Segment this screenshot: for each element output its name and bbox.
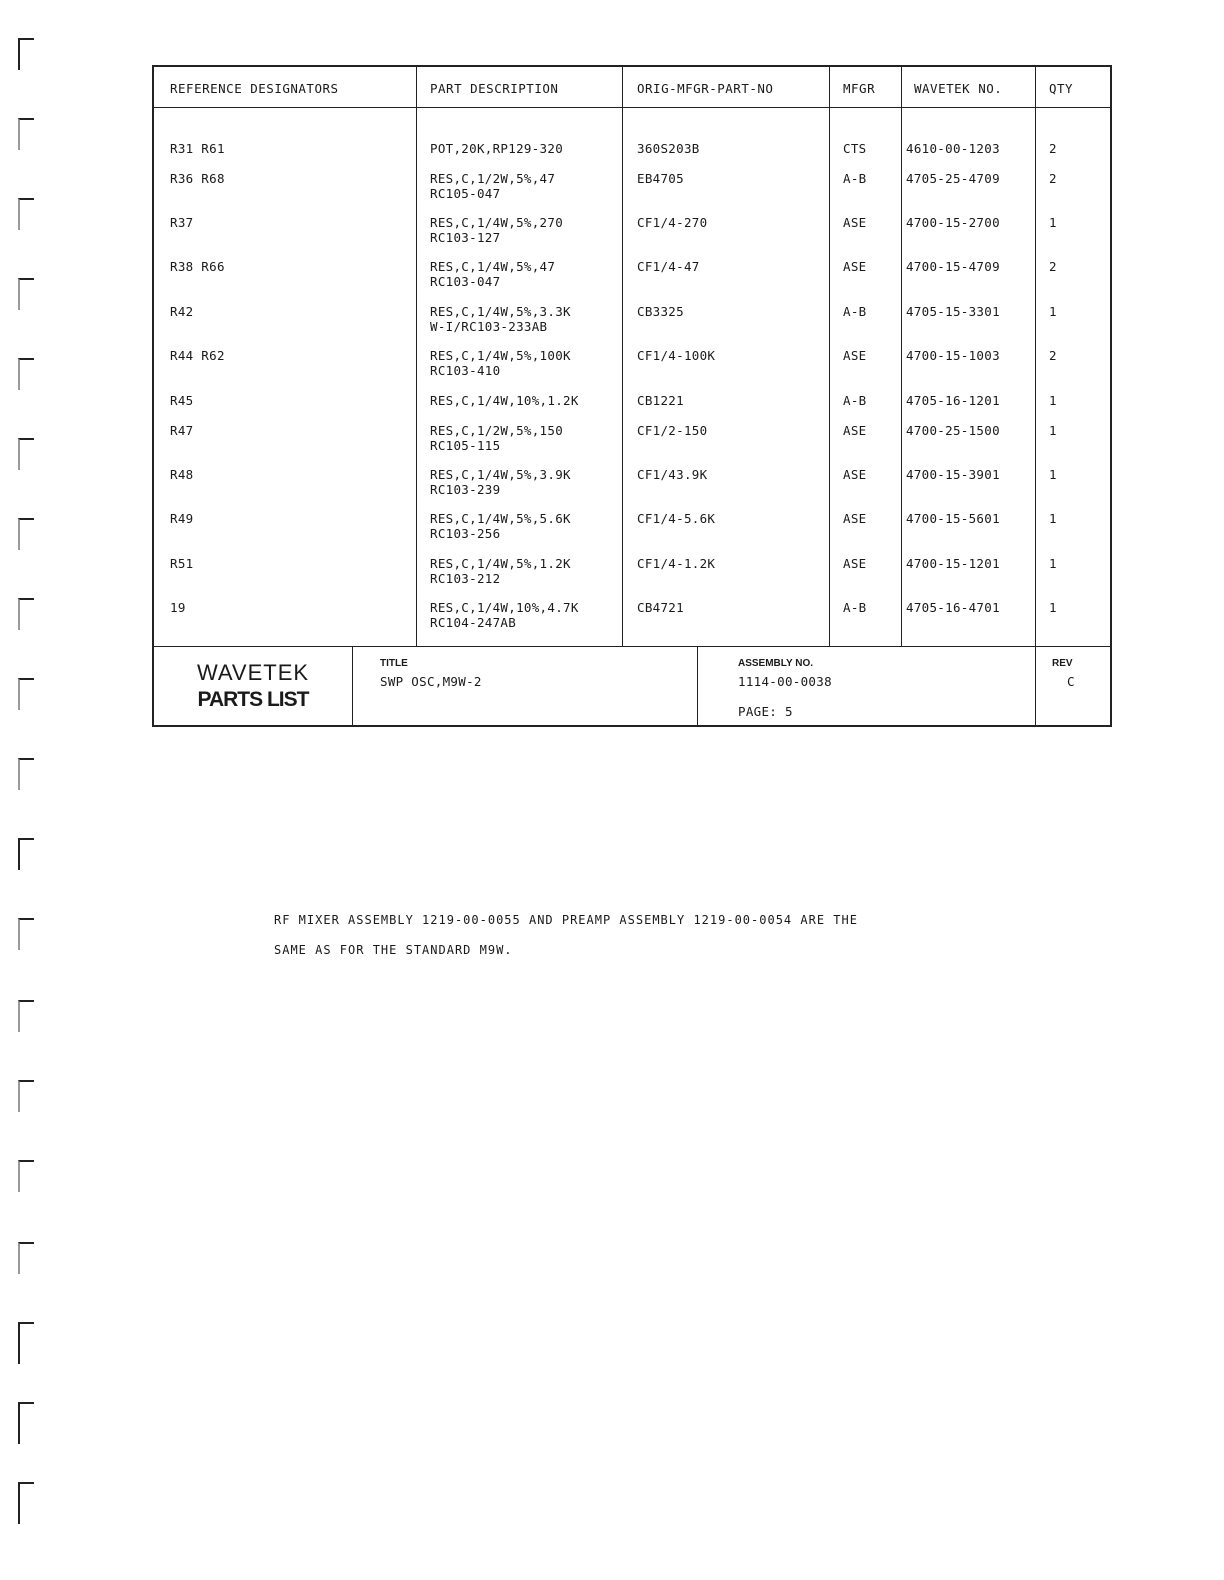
cell-part-description-line-2: RC103-239 <box>430 482 501 497</box>
cell-reference-designator: 19 <box>170 600 186 615</box>
cell-reference-designator: R48 <box>170 467 194 482</box>
binder-mark <box>18 1402 34 1444</box>
cell-wavetek-no: 4700-15-4709 <box>906 259 1000 274</box>
cell-qty: 2 <box>1049 348 1057 363</box>
cell-mfgr: A-B <box>843 171 867 186</box>
cell-mfgr: ASE <box>843 215 867 230</box>
cell-part-description: RES,C,1/4W,5%,3.3K <box>430 304 571 319</box>
header-divider <box>154 107 1110 108</box>
cell-qty: 1 <box>1049 511 1057 526</box>
binder-mark <box>18 438 34 470</box>
cell-part-description-line-2: RC103-127 <box>430 230 501 245</box>
cell-part-description: RES,C,1/4W,5%,5.6K <box>430 511 571 526</box>
cell-orig-mfgr-part-no: CB4721 <box>637 600 684 615</box>
cell-reference-designator: R45 <box>170 393 194 408</box>
page-number: PAGE: 5 <box>738 704 793 719</box>
title-value: SWP OSC,M9W-2 <box>380 674 482 689</box>
cell-reference-designator: R51 <box>170 556 194 571</box>
cell-qty: 1 <box>1049 215 1057 230</box>
binder-mark <box>18 838 34 870</box>
rev-label: REV <box>1052 658 1073 669</box>
cell-orig-mfgr-part-no: 360S203B <box>637 141 700 156</box>
logo-brand: WAVETEK <box>196 660 310 685</box>
cell-part-description-line-2: W-I/RC103-233AB <box>430 319 548 334</box>
note-line-2: SAME AS FOR THE STANDARD M9W. <box>274 943 513 957</box>
cell-part-description-line-2: RC103-212 <box>430 571 501 586</box>
cell-mfgr: CTS <box>843 141 867 156</box>
cell-wavetek-no: 4700-15-5601 <box>906 511 1000 526</box>
cell-mfgr: ASE <box>843 259 867 274</box>
binder-mark <box>18 278 34 310</box>
binder-mark <box>18 1482 34 1524</box>
cell-qty: 2 <box>1049 171 1057 186</box>
cell-reference-designator: R36 R68 <box>170 171 225 186</box>
wavetek-logo <box>154 652 352 712</box>
column-divider <box>1035 67 1036 647</box>
column-divider <box>829 67 830 647</box>
cell-part-description: RES,C,1/4W,5%,100K <box>430 348 571 363</box>
cell-reference-designator: R47 <box>170 423 194 438</box>
cell-mfgr: ASE <box>843 467 867 482</box>
binder-mark <box>18 198 34 230</box>
cell-part-description-line-2: RC104-247AB <box>430 615 517 630</box>
cell-qty: 1 <box>1049 600 1057 615</box>
cell-orig-mfgr-part-no: EB4705 <box>637 171 684 186</box>
cell-qty: 2 <box>1049 141 1057 156</box>
cell-part-description: RES,C,1/2W,5%,47 <box>430 171 556 186</box>
cell-wavetek-no: 4705-16-4701 <box>906 600 1000 615</box>
binder-mark <box>18 678 34 710</box>
cell-mfgr: A-B <box>843 600 867 615</box>
header-orig-mfgr-part-no: ORIG-MFGR-PART-NO <box>637 81 774 96</box>
footer-divider-vertical <box>352 646 353 727</box>
footer-divider-vertical <box>1035 646 1036 727</box>
cell-part-description: RES,C,1/4W,5%,3.9K <box>430 467 571 482</box>
cell-reference-designator: R44 R62 <box>170 348 225 363</box>
footer-divider-vertical <box>697 646 698 727</box>
binder-mark <box>18 918 34 950</box>
cell-orig-mfgr-part-no: CF1/4-100K <box>637 348 716 363</box>
cell-reference-designator: R38 R66 <box>170 259 225 274</box>
binder-mark <box>18 1080 34 1112</box>
cell-reference-designator: R49 <box>170 511 194 526</box>
cell-mfgr: ASE <box>843 348 867 363</box>
cell-part-description: RES,C,1/4W,10%,4.7K <box>430 600 579 615</box>
column-divider <box>416 67 417 647</box>
cell-qty: 1 <box>1049 556 1057 571</box>
binder-mark <box>18 1242 34 1274</box>
cell-wavetek-no: 4700-15-2700 <box>906 215 1000 230</box>
binder-mark <box>18 598 34 630</box>
cell-wavetek-no: 4700-15-3901 <box>906 467 1000 482</box>
cell-qty: 1 <box>1049 393 1057 408</box>
binder-mark <box>18 1322 34 1364</box>
cell-qty: 2 <box>1049 259 1057 274</box>
cell-reference-designator: R42 <box>170 304 194 319</box>
cell-part-description: RES,C,1/2W,5%,150 <box>430 423 564 438</box>
cell-orig-mfgr-part-no: CB1221 <box>637 393 684 408</box>
cell-mfgr: A-B <box>843 393 867 408</box>
title-label: TITLE <box>380 658 408 669</box>
cell-reference-designator: R37 <box>170 215 194 230</box>
cell-orig-mfgr-part-no: CF1/4-5.6K <box>637 511 716 526</box>
binder-marks <box>18 0 48 1580</box>
cell-mfgr: ASE <box>843 511 867 526</box>
cell-orig-mfgr-part-no: CB3325 <box>637 304 684 319</box>
cell-mfgr: A-B <box>843 304 867 319</box>
binder-mark <box>18 38 34 70</box>
cell-wavetek-no: 4705-15-3301 <box>906 304 1000 319</box>
cell-part-description-line-2: RC103-410 <box>430 363 501 378</box>
cell-part-description-line-2: RC105-115 <box>430 438 501 453</box>
binder-mark <box>18 118 34 150</box>
binder-mark <box>18 1160 34 1192</box>
cell-wavetek-no: 4700-15-1003 <box>906 348 1000 363</box>
header-reference-designators: REFERENCE DESIGNATORS <box>170 81 339 96</box>
cell-part-description-line-2: RC103-047 <box>430 274 501 289</box>
cell-wavetek-no: 4700-15-1201 <box>906 556 1000 571</box>
cell-part-description-line-2: RC103-256 <box>430 526 501 541</box>
cell-part-description: POT,20K,RP129-320 <box>430 141 564 156</box>
cell-qty: 1 <box>1049 423 1057 438</box>
cell-reference-designator: R31 R61 <box>170 141 225 156</box>
header-part-description: PART DESCRIPTION <box>430 81 559 96</box>
column-divider <box>901 67 902 647</box>
header-wavetek-no: WAVETEK NO. <box>914 81 1003 96</box>
cell-orig-mfgr-part-no: CF1/2-150 <box>637 423 708 438</box>
column-divider <box>622 67 623 647</box>
header-qty: QTY <box>1049 81 1074 96</box>
cell-part-description: RES,C,1/4W,10%,1.2K <box>430 393 579 408</box>
footer-divider <box>154 646 1110 647</box>
cell-orig-mfgr-part-no: CF1/4-270 <box>637 215 708 230</box>
note-line-1: RF MIXER ASSEMBLY 1219-00-0055 AND PREAMP ASSEMBLY 1219-00-0054 ARE THE <box>274 913 858 927</box>
cell-part-description: RES,C,1/4W,5%,47 <box>430 259 556 274</box>
cell-part-description: RES,C,1/4W,5%,1.2K <box>430 556 571 571</box>
binder-mark <box>18 758 34 790</box>
cell-orig-mfgr-part-no: CF1/4-1.2K <box>637 556 716 571</box>
cell-wavetek-no: 4700-25-1500 <box>906 423 1000 438</box>
parts-list-table <box>152 65 1112 727</box>
cell-orig-mfgr-part-no: CF1/43.9K <box>637 467 708 482</box>
cell-wavetek-no: 4705-16-1201 <box>906 393 1000 408</box>
cell-part-description: RES,C,1/4W,5%,270 <box>430 215 564 230</box>
cell-wavetek-no: 4610-00-1203 <box>906 141 1000 156</box>
rev-value: C <box>1067 674 1075 689</box>
header-mfgr: MFGR <box>843 81 876 96</box>
assembly-no-label: ASSEMBLY NO. <box>738 658 814 669</box>
binder-mark <box>18 1000 34 1032</box>
logo-subtitle: PARTS LIST <box>197 688 309 711</box>
cell-wavetek-no: 4705-25-4709 <box>906 171 1000 186</box>
binder-mark <box>18 518 34 550</box>
cell-mfgr: ASE <box>843 423 867 438</box>
cell-qty: 1 <box>1049 304 1057 319</box>
cell-part-description-line-2: RC105-047 <box>430 186 501 201</box>
assembly-no-value: 1114-00-0038 <box>738 674 832 689</box>
cell-qty: 1 <box>1049 467 1057 482</box>
cell-orig-mfgr-part-no: CF1/4-47 <box>637 259 700 274</box>
binder-mark <box>18 358 34 390</box>
cell-mfgr: ASE <box>843 556 867 571</box>
